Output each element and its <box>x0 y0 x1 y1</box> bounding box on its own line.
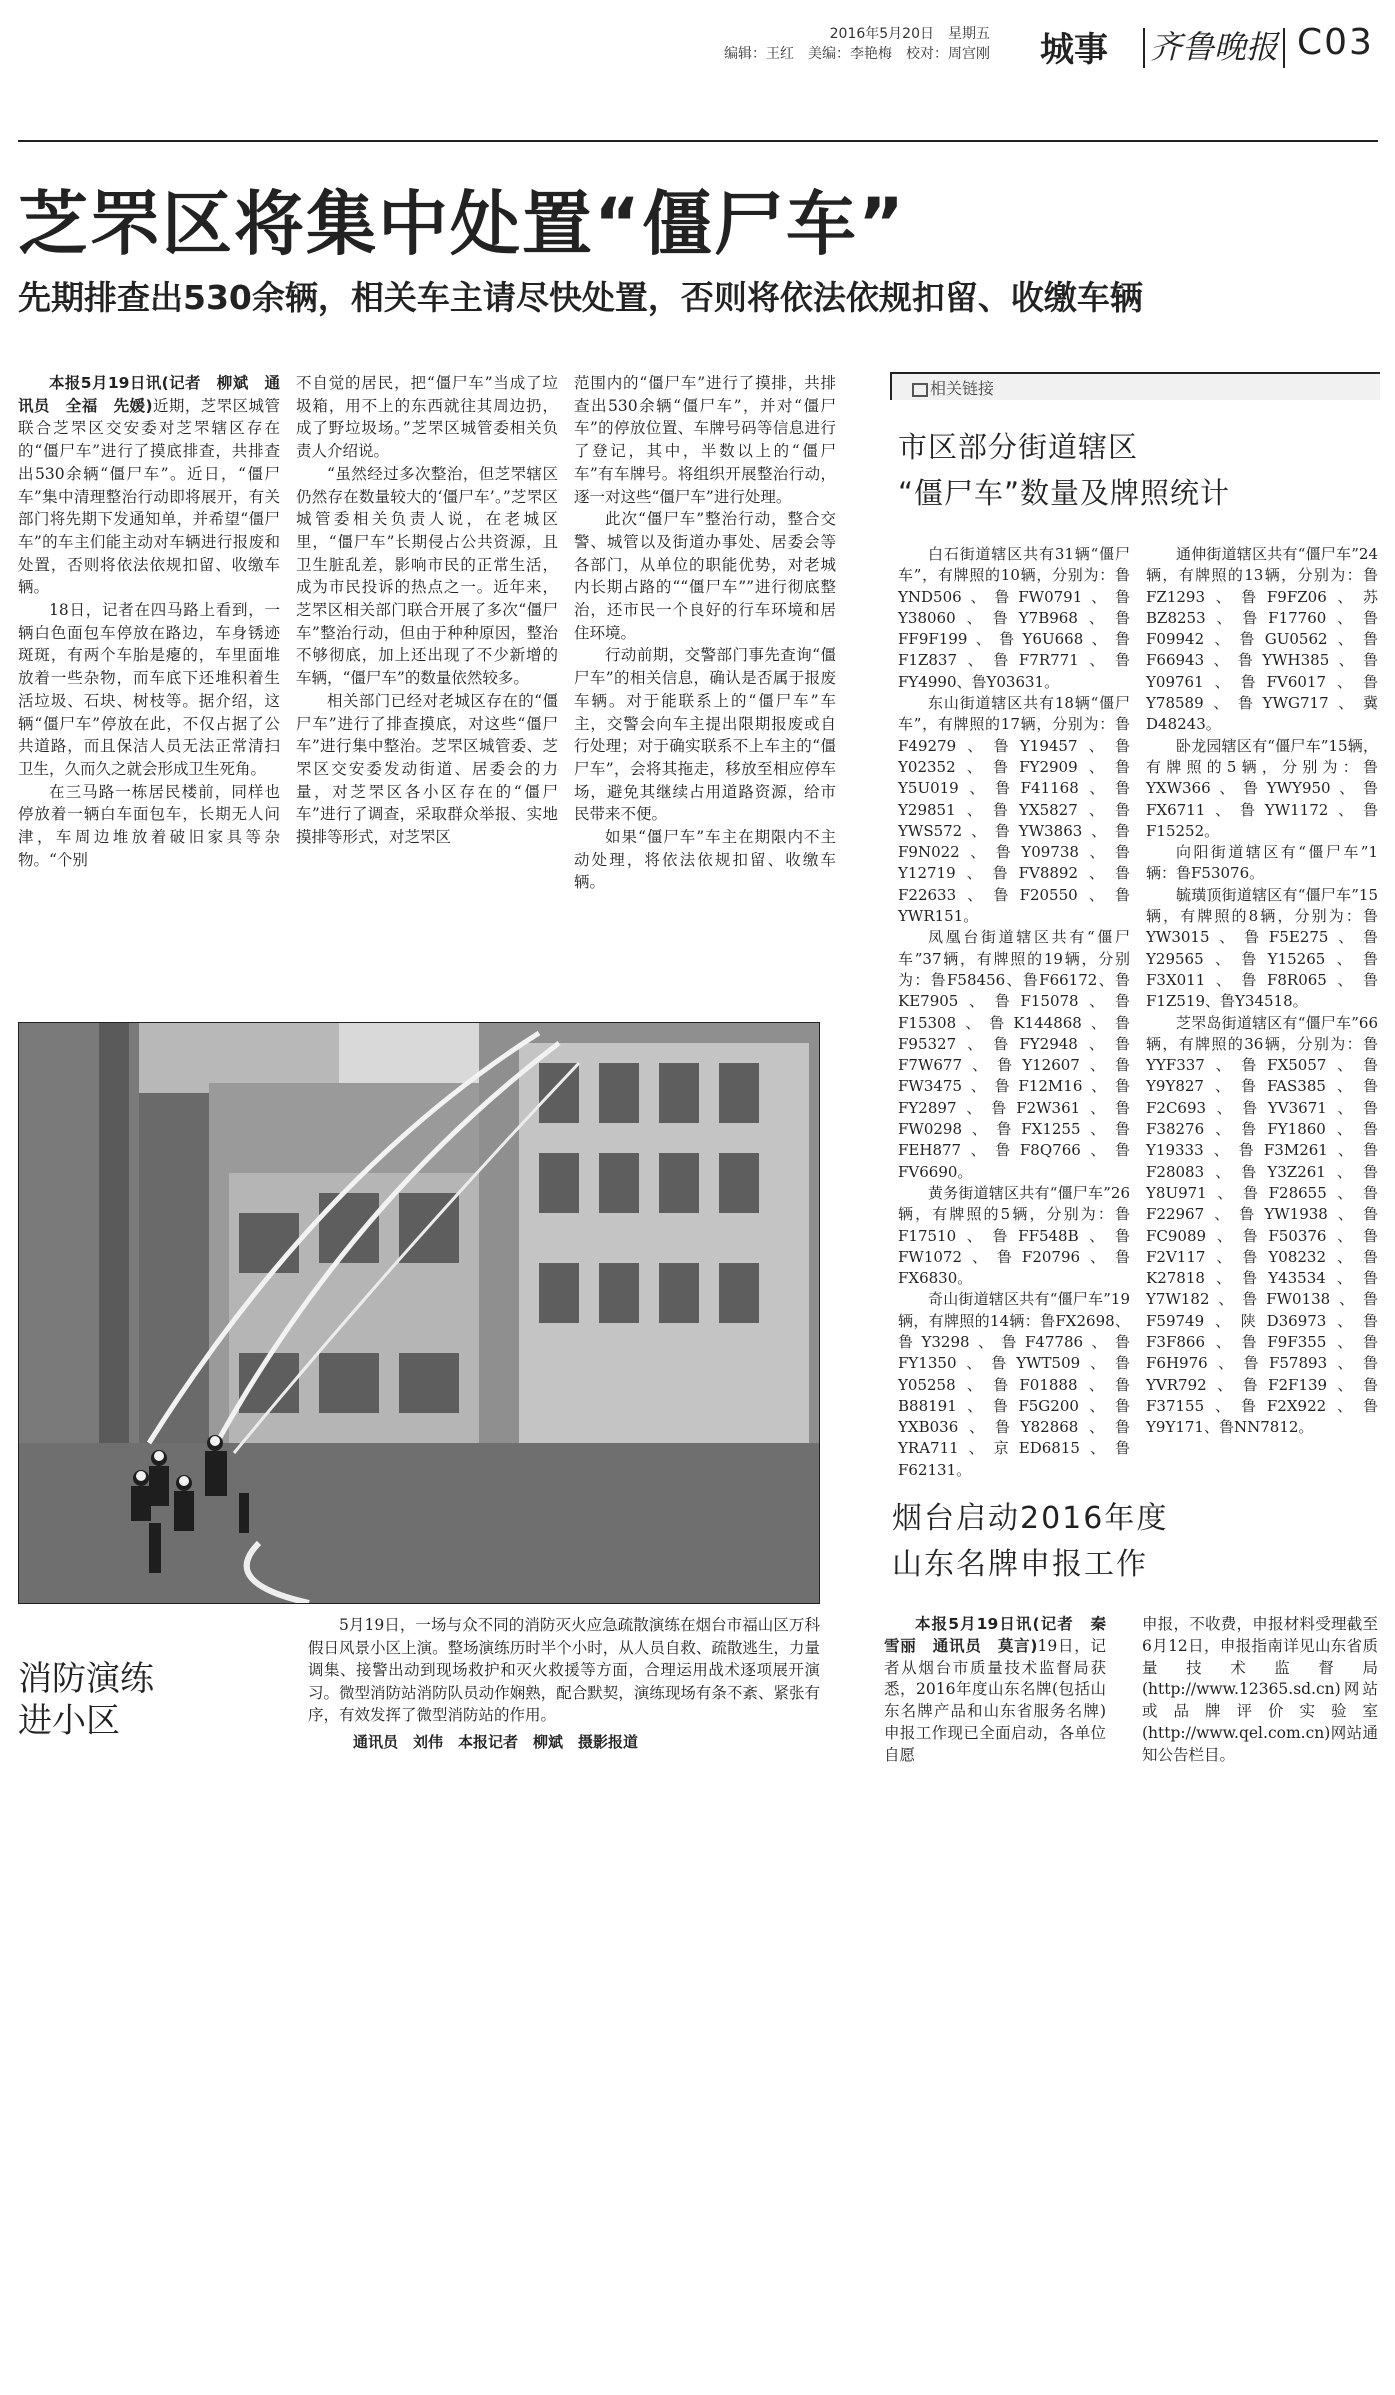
article-paragraph: 18日，记者在四马路上看到，一辆白色面包车停放在路边，车身锈迹斑斑，有两个车胎是瘪的，车里面堆放着一些杂物，而车底下还堆积着生活垃圾、石块、树枝等。据介绍，这辆“僵尸车”停放在此，不仅占据了公共道路，而且保洁人员无法正常清扫卫生，久而久之就会形成卫生死角。 <box>18 601 280 778</box>
photo-side-title <box>18 1658 154 1742</box>
sidebar-tag: 相关链接 <box>912 376 994 399</box>
sidebar-title-line: 市区部分街道辖区 <box>898 430 1139 464</box>
article-byline: 本报5月19日讯(记者 柳斌 通讯员 全福 先媛) <box>18 374 280 415</box>
district-stat: 向阳街道辖区有“僵尸车”1辆：鲁F53076。 <box>1146 843 1378 883</box>
photo-side-title-line: 消防演练 <box>18 1659 154 1699</box>
sidebar-tag-bar <box>890 372 1380 400</box>
article-paragraph: 如果“僵尸车”车主在期限内不主动处理，将依法依规扣留、收缴车辆。 <box>574 828 836 892</box>
brand-article-column-2 <box>1142 1614 1378 1767</box>
brand-paragraph: 申报，不收费，申报材料受理截至6月12日，申报指南详见山东省质量技术监督局(http://www.12365.sd.cn)网站或品牌评价实验室(http://www.qel.com.cn)网站通知公告栏目。 <box>1142 1615 1378 1764</box>
brand-article-column-1 <box>884 1614 1106 1767</box>
sidebar-column-b <box>1146 544 1378 1438</box>
photo-caption-text: 5月19日，一场与众不同的消防灭火应急疏散演练在烟台市福山区万科假日风景小区上演。整场演练历时半个小时，从人员自救、疏散逃生，力量调集、接警出动到现场救护和灭火救援等方面，合理运用战术逐项展开演习。微型消防站消防队员动作娴熟，配合默契，演练现场有条不紊、紧张有序，有效发挥了微型消防站的作用。 <box>308 1616 820 1724</box>
article-column-1 <box>18 372 280 871</box>
article-paragraph: 行动前期，交警部门事先查询“僵尸车”的相关信息，确认是否属于报废车辆。对于能联系上的“僵尸车”车主，交警会向车主提出限期报废或自行处理；对于确实联系不上车主的“僵尸车”，会将其拖走，移放至相应停车场，避免其继续占用道路资源，给市民带来不便。 <box>574 646 836 824</box>
district-stat: 凤凰台街道辖区共有“僵尸车”37辆，有牌照的19辆，分别为：鲁F58456、鲁F66172、鲁KE7905、鲁F15078、鲁F15308、鲁K144868、鲁F95327、鲁FY2948、鲁F7W677、鲁Y12607、鲁FW3475、鲁F12M16、鲁FY2897、鲁F2W361、鲁FW0298、鲁FX1255、鲁FEH877、鲁F8Q766、鲁FV6690。 <box>898 928 1130 1181</box>
sidebar-title-line: “僵尸车”数量及牌照统计 <box>898 476 1231 510</box>
district-stat: 通伸街道辖区共有“僵尸车”24辆，有牌照的13辆，分别为：鲁FZ1293、鲁F9FZ06、苏BZ8253、鲁F17760、鲁F09942、鲁GU0562、鲁F66943、鲁YWH385、鲁Y09761、鲁FV6017、鲁Y78589、鲁YWG717、冀D48243。 <box>1146 545 1378 734</box>
photo-caption <box>308 1614 820 1753</box>
article-paragraph: 相关部门已经对老城区存在的“僵尸车”进行了排查摸底，对这些“僵尸车”进行集中整治。芝罘区城管委、芝罘区交安委发动街道、居委会的力量，对芝罘区各小区存在的“僵尸车”进行了调查，采取群众举报、实地摸排等形式，对芝罘区 <box>296 691 558 847</box>
sidebar-column-a <box>898 544 1130 1481</box>
header-rule <box>18 140 1378 142</box>
sidebar-title <box>898 424 1378 516</box>
page-number: C03 <box>1297 22 1374 63</box>
district-stat: 奇山街道辖区共有“僵尸车”19辆，有牌照的14辆：鲁FX2698、鲁Y3298、鲁F47786、鲁FY1350、鲁YWT509、鲁Y05258、鲁F01888、鲁B88191、鲁F5G200、鲁YXB036、鲁Y82868、鲁YRA711、京ED6815、鲁F62131。 <box>898 1290 1130 1479</box>
brand-article-title <box>892 1496 1168 1588</box>
photo-illustration <box>19 1023 819 1603</box>
photo-side-title-line: 进小区 <box>18 1701 120 1741</box>
masthead-divider <box>1143 28 1145 68</box>
brand-byline: 本报5月19日讯(记者 秦雪丽 通讯员 莫言) <box>884 1615 1106 1655</box>
article-column-2 <box>296 372 558 849</box>
district-stat: 卧龙园辖区有“僵尸车”15辆，有牌照的5辆，分别为：鲁YXW366、鲁YWY950、鲁FX6711、鲁YW1172、鲁F15252。 <box>1146 736 1378 840</box>
article-paragraph: 近期，芝罘区城管联合芝罘区交安委对芝罘辖区存在的“僵尸车”进行了摸底排查，共排查出530余辆“僵尸车”。近日，“僵尸车”集中清理整治行动即将展开，有关部门将先期下发通知单，并希望“僵尸车”的车主们能主动对车辆进行报废和处置，否则将依法依规扣留、收缴车辆。 <box>18 396 280 597</box>
district-stat: 东山街道辖区共有18辆“僵尸车”，有牌照的17辆，分别为：鲁F49279、鲁Y19457、鲁Y02352、鲁FY2909、鲁Y5U019、鲁F41168、鲁Y29851、鲁YX5827、鲁YWS572、鲁YW3863、鲁F9N022、鲁Y09738、鲁Y12719、鲁FV8892、鲁F22633、鲁F20550、鲁YWR151。 <box>898 694 1130 926</box>
district-stat: 毓璜顶街道辖区有“僵尸车”15辆，有牌照的8辆，分别为：鲁YW3015、鲁F5E275、鲁Y29565、鲁Y15265、鲁F3X011、鲁F8R065、鲁F1Z519、鲁Y34518。 <box>1146 885 1378 1011</box>
article-paragraph: 不自觉的居民，把“僵尸车”当成了垃圾箱，用不上的东西就往其周边扔，成了野垃圾场。”芝罘区城管委相关负责人介绍说。 <box>296 374 558 461</box>
paper-name: 齐鲁晚报 <box>1150 28 1279 66</box>
brand-title-line: 山东名牌申报工作 <box>892 1547 1148 1582</box>
masthead-divider <box>1283 28 1285 68</box>
district-stat: 芝罘岛街道辖区有“僵尸车”66辆，有牌照的36辆，分别为：鲁YYF337、鲁FX5057、鲁Y9Y827、鲁FAS385、鲁F2C693、鲁YV3671、鲁F38276、鲁FY1860、鲁Y19333、鲁F3M261、鲁F28083、鲁Y3Z261、鲁Y8U971、鲁F28655、鲁F22967、鲁YW1938、鲁FC9089、鲁F50376、鲁F2V117、鲁Y08232、鲁K27818、鲁Y43534、鲁Y7W182、鲁FW0138、鲁F59749、陕D36973、鲁F3F866、鲁F9F355、鲁F6H976、鲁F57893、鲁YVR792、鲁F2F139、鲁F37155、鲁F2X922、鲁Y9Y171、鲁NN7812。 <box>1146 1013 1378 1437</box>
brand-title-line: 烟台启动2016年度 <box>892 1501 1169 1536</box>
fire-drill-photo <box>18 1022 820 1604</box>
article-paragraph: 在三马路一栋居民楼前，同样也停放着一辆白车面包车，长期无人问津，车周边堆放着破旧家具等杂物。“个别 <box>18 782 280 869</box>
article-paragraph: 此次“僵尸车”整治行动，整合交警、城管以及街道办事处、居委会等各部门，从单位的职能优势，对老城内长期占路的““僵尸车””进行彻底整治，还市民一个良好的行车环境和居住环境。 <box>574 510 836 642</box>
headline: 芝罘区将集中处置“僵尸车” <box>18 183 907 265</box>
article-column-3 <box>574 372 836 894</box>
link-box-icon <box>912 383 928 397</box>
staff-line: 编辑：王红 美编：李艳梅 校对：周宫刚 <box>724 46 990 62</box>
brand-paragraph: 19日，记者从烟台市质量技术监督局获悉，2016年度山东名牌(包括山东名牌产品和山东省服务名牌)申报工作现已全面启动，各单位自愿 <box>884 1636 1106 1764</box>
article-paragraph: “虽然经过多次整治，但芝罘辖区仍然存在数量较大的‘僵尸车’。”芝罘区城管委相关负责人说，在老城区里，“僵尸车”长期侵占公共资源，且卫生脏乱差，影响市民的正常生活，成为市民投诉的热点之一。近年来，芝罘区相关部门联合开展了多次“僵尸车”整治行动，但由于种种原因，整治不够彻底，加上还出现了不少新增的车辆，“僵尸车”的数量依然较多。 <box>296 464 558 688</box>
section-name: 城事 <box>1040 30 1108 70</box>
district-stat: 白石街道辖区共有31辆“僵尸车”，有牌照的10辆，分别为：鲁YND506、鲁FW0791、鲁Y38060、鲁Y7B968、鲁FF9F199、鲁Y6U668、鲁F1Z837、鲁F7R771、鲁FY4990、鲁Y03631。 <box>898 545 1130 691</box>
photo-credit: 通讯员 刘伟 本报记者 柳斌 摄影报道 <box>353 1732 639 1751</box>
date-line: 2016年5月20日 星期五 <box>829 26 990 42</box>
masthead-meta <box>600 24 990 64</box>
subhead: 先期排查出530余辆，相关车主请尽快处置，否则将依法依规扣留、收缴车辆 <box>18 278 1143 317</box>
article-paragraph: 范围内的“僵尸车”进行了摸排，共排查出530余辆“僵尸车”，并对“僵尸车”的停放位置、车牌号码等信息进行了登记，其中，半数以上的“僵尸车”有车牌号。将组织开展整治行动，逐一对这些“僵尸车”进行处理。 <box>574 374 836 506</box>
district-stat: 黄务街道辖区共有“僵尸车”26辆，有牌照的5辆，分别为：鲁F17510、鲁FF548B、鲁FW1072、鲁F20796、鲁FX6830。 <box>898 1183 1130 1288</box>
